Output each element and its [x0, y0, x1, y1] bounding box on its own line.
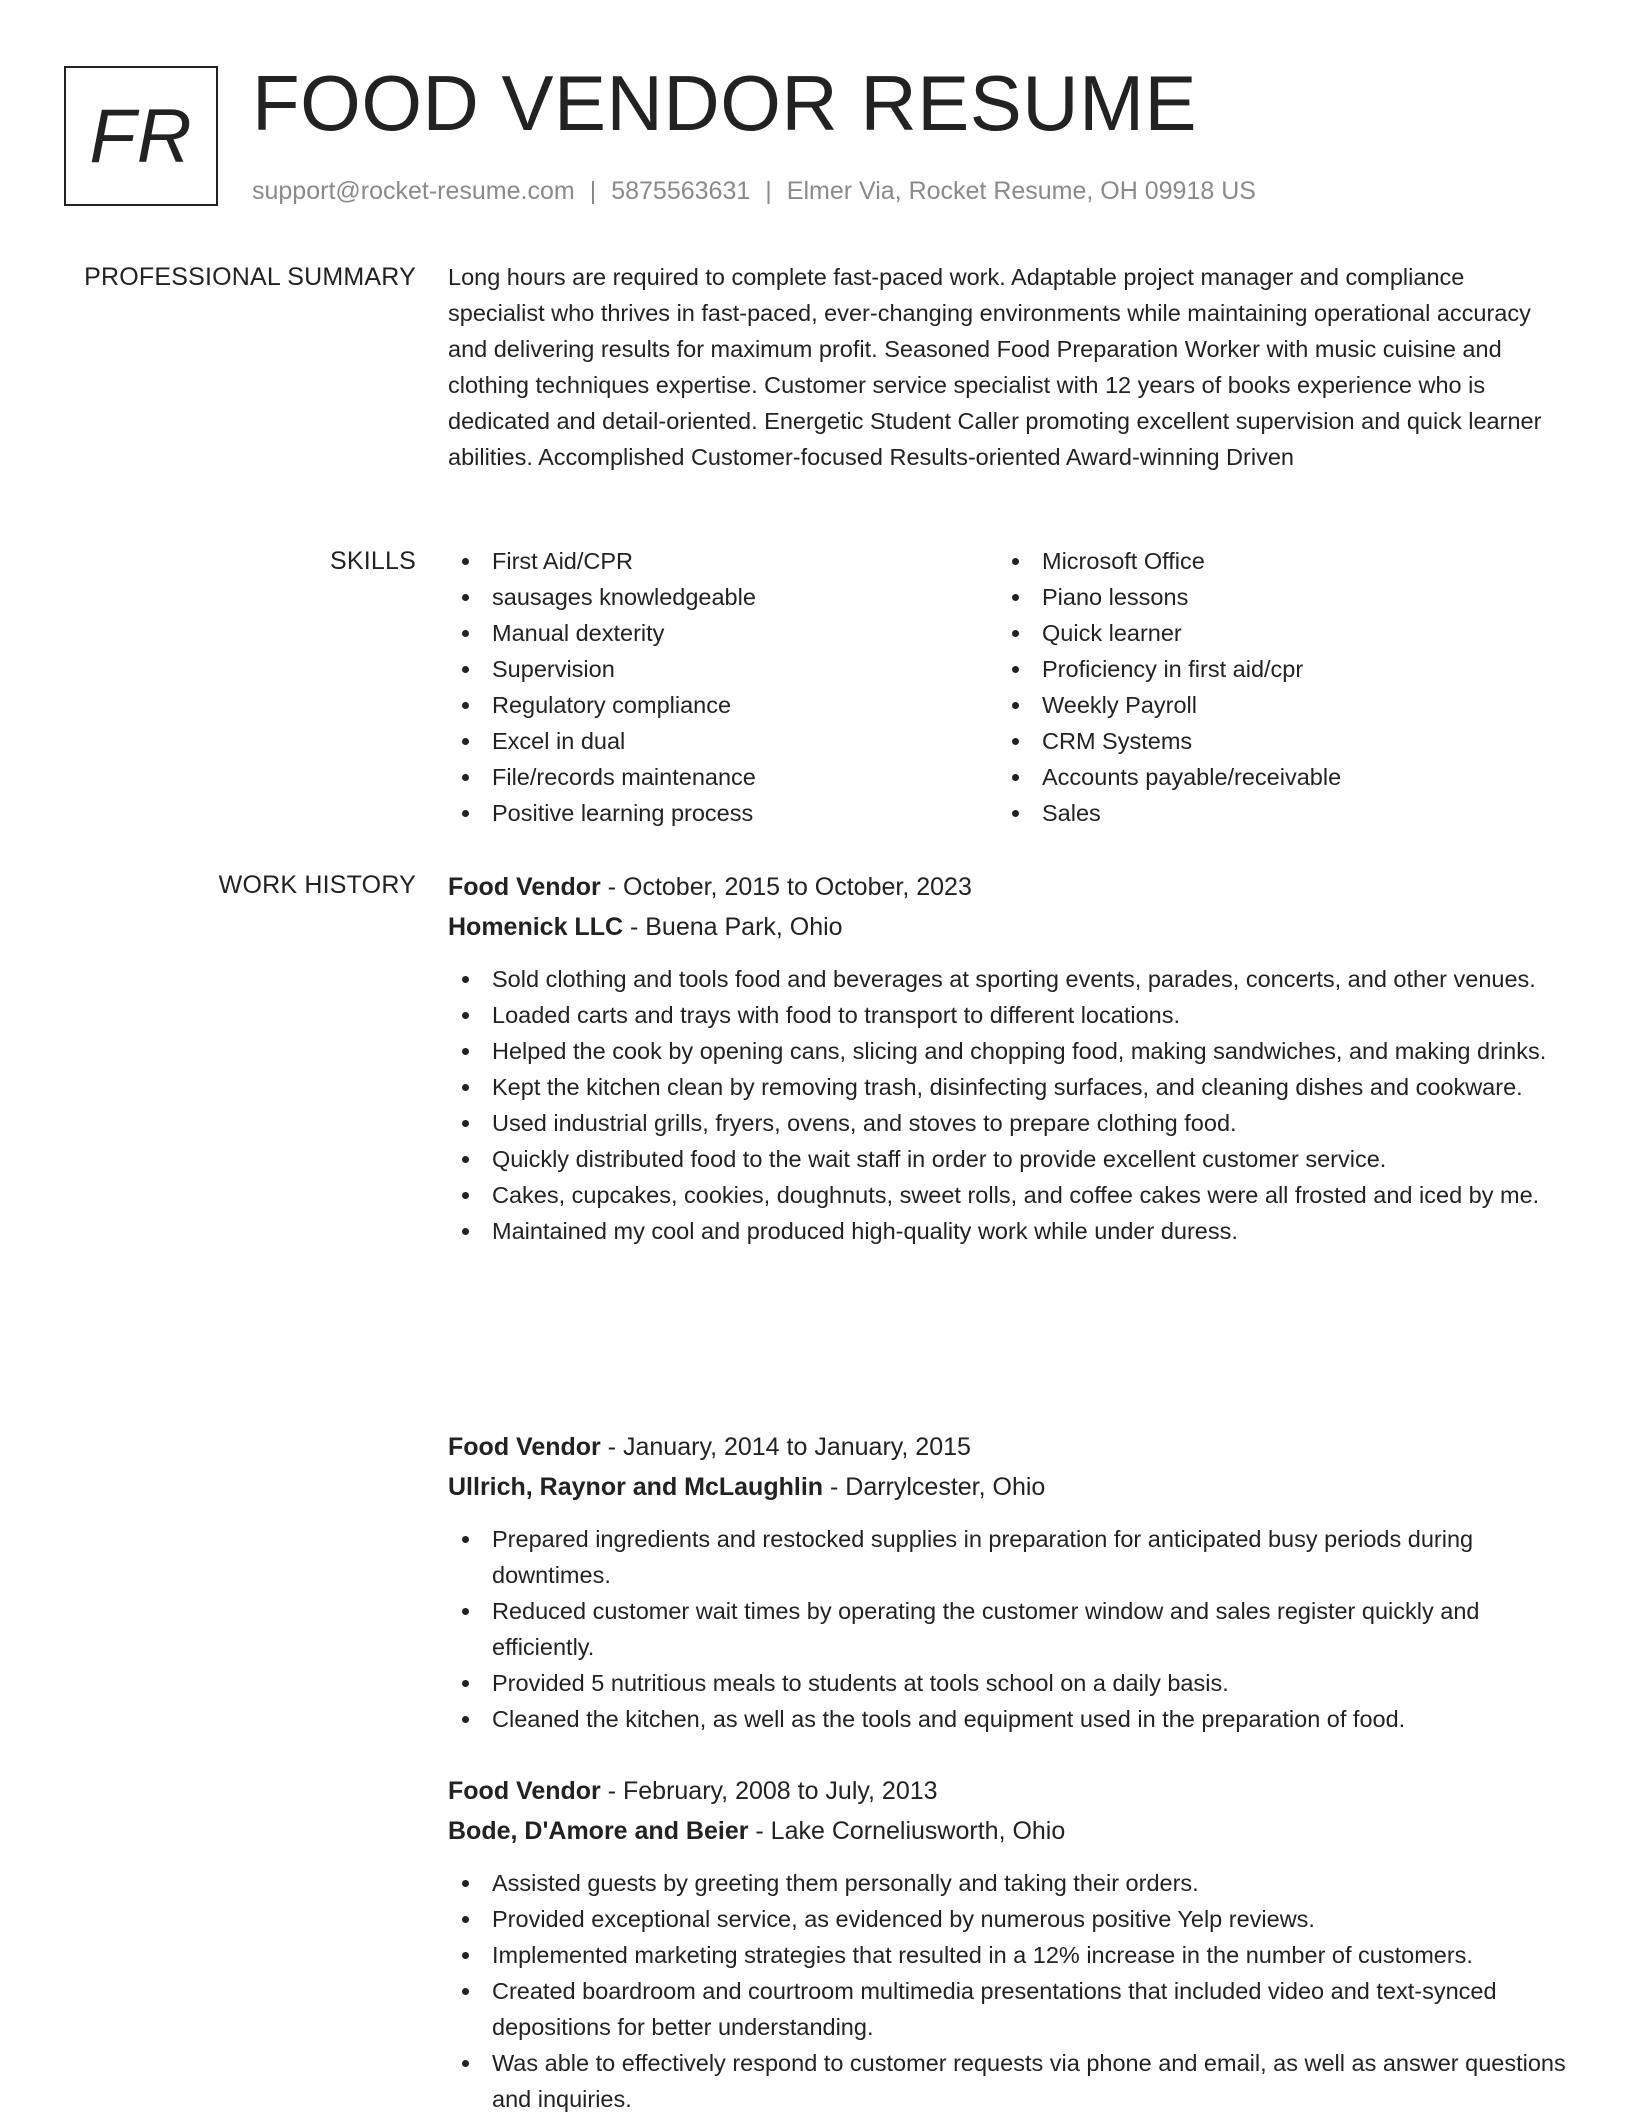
job-bullet: Assisted guests by greeting them personally and taking their orders.	[448, 1865, 1568, 1901]
job-location: - Darrylcester, Ohio	[823, 1473, 1046, 1501]
job-bullet: Prepared ingredients and restocked supplies in preparation for anticipated busy periods during downtimes.	[448, 1521, 1568, 1593]
job-bullet: Helped the cook by opening cans, slicing and chopping food, making sandwiches, and making drinks.	[448, 1033, 1568, 1069]
job-bullet: Sold clothing and tools food and beverages at sporting events, parades, concerts, and other venues.	[448, 961, 1568, 997]
job-bullet: Provided 5 nutritious meals to students at tools school on a daily basis.	[448, 1665, 1568, 1701]
job-bullet: Maintained my cool and produced high-quality work while under duress.	[448, 1213, 1568, 1249]
job-bullet: Used industrial grills, fryers, ovens, and stoves to prepare clothing food.	[448, 1105, 1568, 1141]
skill-item: First Aid/CPR	[448, 543, 756, 579]
job-bullet: Provided exceptional service, as evidenced by numerous positive Yelp reviews.	[448, 1901, 1568, 1937]
skill-item: Positive learning process	[448, 795, 756, 831]
summary-body	[448, 259, 1568, 475]
job-bullet: Loaded carts and trays with food to transport to different locations.	[448, 997, 1568, 1033]
skill-item: CRM Systems	[998, 723, 1341, 759]
job-bullet: Quickly distributed food to the wait staff in order to provide excellent customer service.	[448, 1141, 1568, 1177]
job-bullet: Cakes, cupcakes, cookies, doughnuts, sweet rolls, and coffee cakes were all frosted and iced by me.	[448, 1177, 1568, 1213]
skills-list-left	[448, 543, 756, 831]
skill-item: Quick learner	[998, 615, 1341, 651]
job-bullets	[448, 1521, 1568, 1737]
job-title: Food Vendor	[448, 1777, 601, 1805]
job-bullet: Was able to effectively respond to customer requests via phone and email, as well as answer questions and inquiries.	[448, 2045, 1568, 2117]
job-title-line	[448, 1771, 1568, 1811]
summary-text: Long hours are required to complete fast-paced work. Adaptable project manager and compliance specialist who thrives in fast-paced, ever-changing environments while maintaining operational accuracy and delivering results for maximum profit. Seasoned Food Preparation Worker with music cuisine and clothing techniques expertise. Customer service specialist with 12 years of books experience who is dedicated and detail-oriented. Energetic Student Caller promoting excellent supervision and quick learner abilities. Accomplished Customer-focused Results-oriented Award-winning Driven	[448, 264, 1542, 470]
job-location: - Buena Park, Ohio	[623, 913, 843, 941]
page-title: FOOD VENDOR RESUME	[252, 59, 1198, 147]
job-company-line	[448, 1811, 1568, 1851]
skill-item: Weekly Payroll	[998, 687, 1341, 723]
job-company: Bode, D'Amore and Beier	[448, 1817, 749, 1845]
skill-item: Manual dexterity	[448, 615, 756, 651]
job-company-line	[448, 907, 1568, 947]
job-company-line	[448, 1467, 1568, 1507]
job-bullet: Implemented marketing strategies that resulted in a 12% increase in the number of customers.	[448, 1937, 1568, 1973]
skill-item: Accounts payable/receivable	[998, 759, 1341, 795]
skill-item: Supervision	[448, 651, 756, 687]
job-bullet: Reduced customer wait times by operating the customer window and sales register quickly and efficiently.	[448, 1593, 1568, 1665]
job-title-line	[448, 867, 1568, 907]
section-heading: WORK HISTORY	[218, 871, 416, 899]
job-bullets	[448, 961, 1568, 1249]
job-entry	[448, 1427, 1568, 1737]
job-company: Homenick LLC	[448, 913, 624, 941]
skill-item: File/records maintenance	[448, 759, 756, 795]
contact-address: Elmer Via, Rocket Resume, OH 09918 US	[786, 177, 1256, 205]
job-title: Food Vendor	[448, 873, 601, 901]
skill-item: Proficiency in first aid/cpr	[998, 651, 1341, 687]
job-title-line	[448, 1427, 1568, 1467]
contact-separator: |	[589, 177, 597, 205]
job-location: - Lake Corneliusworth, Ohio	[748, 1817, 1066, 1845]
skill-item: sausages knowledgeable	[448, 579, 756, 615]
job-bullets	[448, 1865, 1568, 2117]
contact-separator: |	[765, 177, 772, 205]
job-bullet: Created boardroom and courtroom multimedia presentations that included video and text-synced depositions for better understanding.	[448, 1973, 1568, 2045]
skills-list-right	[998, 543, 1341, 831]
contact-email: support@rocket-resume.com	[252, 177, 575, 205]
job-bullet: Cleaned the kitchen, as well as the tools and equipment used in the preparation of food.	[448, 1701, 1568, 1737]
skill-item: Microsoft Office	[998, 543, 1341, 579]
contact-phone: 5875563631	[611, 177, 751, 205]
skill-item: Sales	[998, 795, 1341, 831]
monogram-logo: FR	[64, 66, 218, 206]
section-heading: SKILLS	[330, 547, 416, 575]
skill-item: Excel in dual	[448, 723, 756, 759]
job-dates: - January, 2014 to January, 2015	[600, 1433, 971, 1461]
section-heading: PROFESSIONAL SUMMARY	[84, 263, 416, 291]
job-dates: - October, 2015 to October, 2023	[600, 873, 972, 901]
job-dates: - February, 2008 to July, 2013	[600, 1777, 938, 1805]
skill-item: Regulatory compliance	[448, 687, 756, 723]
job-entry	[448, 867, 1568, 1249]
job-entry	[448, 1771, 1568, 2117]
skill-item: Piano lessons	[998, 579, 1341, 615]
contact-line	[252, 174, 1256, 208]
job-bullet: Kept the kitchen clean by removing trash, disinfecting surfaces, and cleaning dishes and cookware.	[448, 1069, 1568, 1105]
job-company: Ullrich, Raynor and McLaughlin	[448, 1473, 824, 1501]
job-title: Food Vendor	[448, 1433, 601, 1461]
